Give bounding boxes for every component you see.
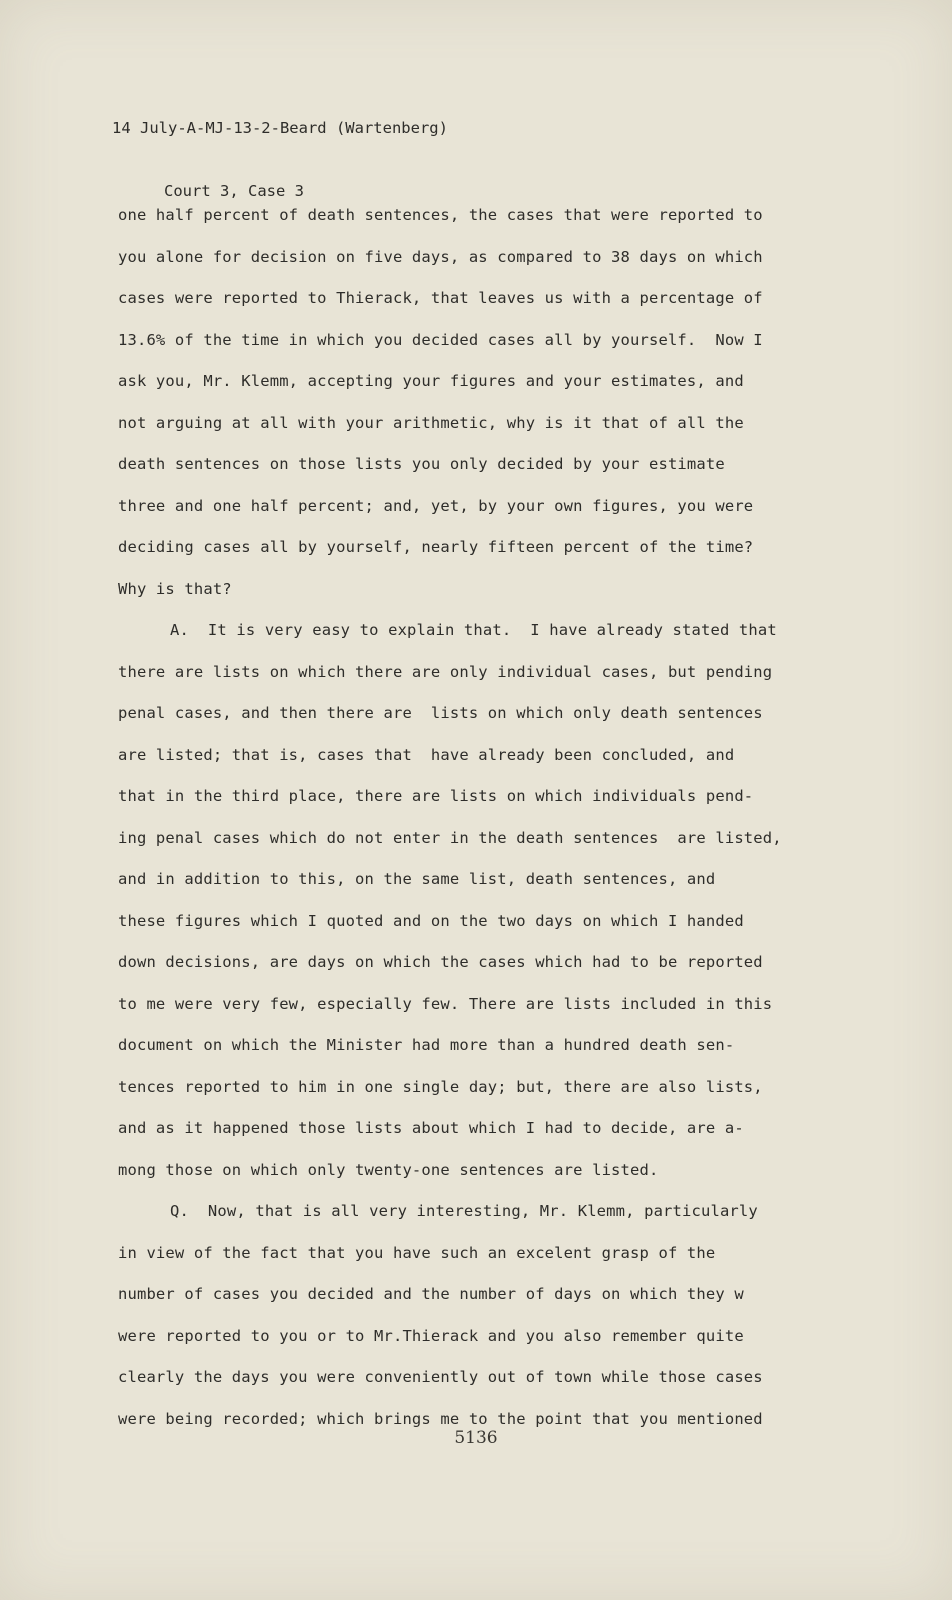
text-line: number of cases you decided and the number of days on which they w [118, 1285, 744, 1303]
text-line: ing penal cases which do not enter in the death sentences are listed, [118, 828, 782, 847]
text-line: one half percent of death sentences, the cases that were reported to [118, 206, 763, 224]
text-line: not arguing at all with your arithmetic, why is it that of all the [118, 413, 744, 432]
text-line: to me were very few, especially few. There are lists included in this [118, 994, 773, 1013]
text-line: 13.6% of the time in which you decided cases all by yourself. Now I [118, 330, 763, 349]
text-line: down decisions, are days on which the cases which had to be reported [118, 953, 763, 971]
page-number: 5136 [454, 1428, 498, 1448]
text-line: and in addition to this, on the same list, death sentences, and [118, 870, 716, 888]
text-line: Why is that? [118, 579, 232, 598]
text-line: mong those on which only twenty-one sentences are listed. [118, 1160, 659, 1179]
text-line: three and one half percent; and, yet, by your own figures, you were [118, 496, 754, 515]
text-line: you alone for decision on five days, as compared to 38 days on which [118, 247, 763, 266]
text-line: there are lists on which there are only individual cases, but pending [118, 662, 773, 681]
text-line: and as it happened those lists about which I had to decide, are a- [118, 1119, 744, 1137]
question-line: Q. Now, that is all very interesting, Mr. Klemm, particularly [170, 1202, 758, 1220]
text-line: were reported to you or to Mr.Thierack and you also remember quite [118, 1326, 744, 1345]
answer-line: A. It is very easy to explain that. I have already stated that [170, 621, 777, 639]
text-line: tences reported to him in one single day; but, there are also lists, [118, 1077, 763, 1096]
text-line: deciding cases all by yourself, nearly fifteen percent of the time? [118, 538, 754, 556]
text-line: document on which the Minister had more than a hundred death sen- [118, 1036, 735, 1054]
text-line: ask you, Mr. Klemm, accepting your figures and your estimates, and [118, 372, 744, 390]
text-line: cases were reported to Thierack, that leaves us with a percentage of [118, 289, 763, 307]
text-line: were being recorded; which brings me to the point that you mentioned [118, 1409, 763, 1428]
text-line: that in the third place, there are lists on which individuals pend- [118, 787, 754, 805]
text-line: these figures which I quoted and on the two days on which I handed [118, 911, 744, 930]
text-line: in view of the fact that you have such an excelent grasp of the [118, 1243, 716, 1262]
text-line: clearly the days you were conveniently out of town while those cases [118, 1368, 763, 1386]
header-line-1: 14 July-A-MJ-13-2-Beard (Wartenberg) [112, 119, 448, 137]
text-line: are listed; that is, cases that have already been concluded, and [118, 745, 735, 764]
text-line: death sentences on those lists you only decided by your estimate [118, 455, 725, 473]
text-line: penal cases, and then there are lists on which only death sentences [118, 704, 763, 722]
header-line-2: Court 3, Case 3 [164, 182, 304, 200]
transcript-body [118, 195, 838, 1440]
